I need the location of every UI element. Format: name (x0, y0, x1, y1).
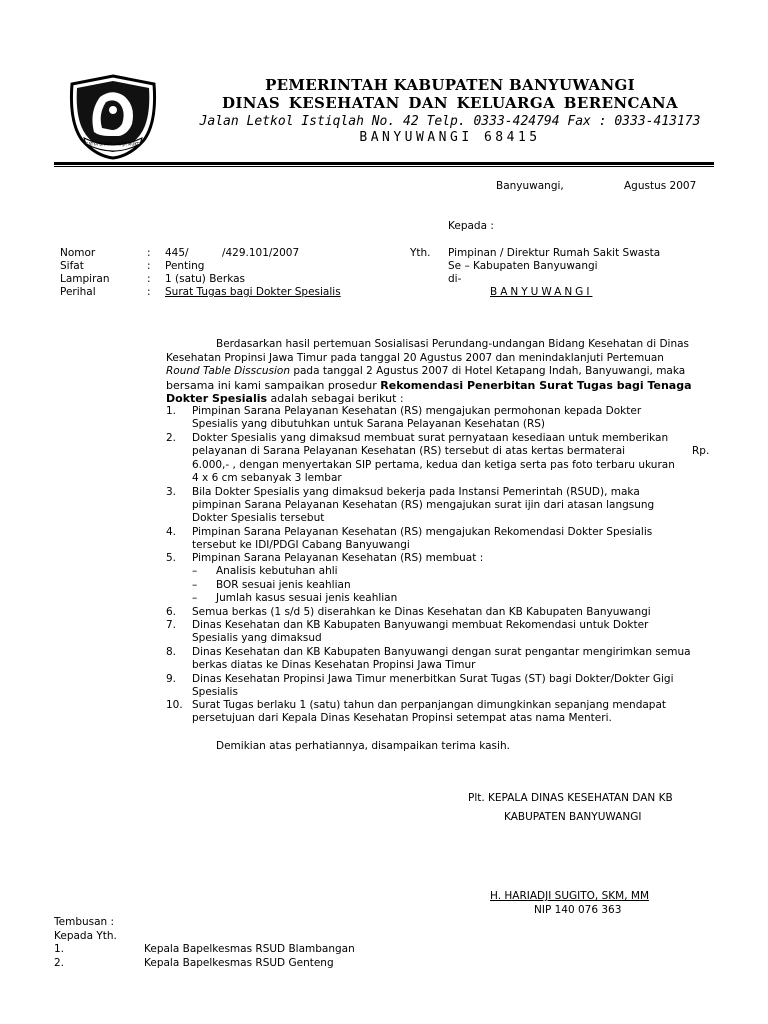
list-item-text: Rp. (692, 445, 710, 457)
list-item-text: Dokter Spesialis tersebut (192, 512, 325, 524)
intro-line-2: Kesehatan Propinsi Jawa Timur pada tanggal 20 Agustus 2007 dan menindaklanjuti Pertemuan (166, 352, 664, 364)
list-item-text: Bila Dokter Spesialis yang dimaksud bekerja pada Instansi Pemerintah (RSUD), maka (192, 486, 640, 498)
list-item-text: pelayanan di Sarana Pelayanan Kesehatan (RS) tersebut di atas kertas bermaterai (192, 445, 626, 457)
list-item-text: Dinas Kesehatan dan KB Kabupaten Banyuwangi membuat Rekomendasi untuk Dokter (192, 619, 649, 631)
letterhead-government: PEMERINTAH KABUPATEN BANYUWANGI (265, 76, 635, 94)
list-item-text: Pimpinan Sarana Pelayanan Kesehatan (RS) mengajukan Rekomendasi Dokter Spesialis (192, 526, 653, 538)
list-item-number: 9. (166, 673, 177, 685)
list-item-number: 7. (166, 619, 177, 631)
recipient-yth: Yth. (410, 247, 431, 259)
meta-label-nomor: Nomor (60, 247, 96, 259)
meta-value-perihal: Surat Tugas bagi Dokter Spesialis (165, 286, 341, 298)
signature-title-1: Plt. KEPALA DINAS KESEHATAN DAN KB (468, 792, 673, 804)
meta-value-sifat: Penting (165, 260, 205, 272)
list-item-number: 1. (166, 405, 177, 417)
place: Banyuwangi, (496, 180, 564, 192)
header-rule-thin (54, 166, 714, 167)
list-item-text: Dokter Spesialis yang dimaksud membuat surat pernyataan kesediaan untuk memberikan (192, 432, 669, 444)
meta-label-sifat: Sifat (60, 260, 84, 272)
list-item-number: 6. (166, 606, 177, 618)
list-item-number: 2. (166, 432, 177, 444)
intro-line-5 (166, 392, 404, 406)
meta-value-nomor: 445/ /429.101/2007 (165, 247, 300, 259)
list-item-number: 8. (166, 646, 177, 658)
list-item-text: Dinas Kesehatan dan KB Kabupaten Banyuwangi dengan surat pengantar mengirimkan semua (192, 646, 691, 658)
date: Agustus 2007 (624, 180, 697, 192)
meta-sep: : (147, 247, 151, 259)
letterhead-department: DINAS KESEHATAN DAN KELUARGA BERENCANA (221, 94, 679, 112)
list-item-text: 6.000,- , dengan menyertakan SIP pertama, kedua dan ketiga serta pas foto terbaru ukuran (192, 459, 675, 471)
intro-italic: Round Table Disscusion (166, 365, 290, 377)
intro-line-3 (166, 365, 685, 379)
header-rule-thick (54, 162, 714, 165)
list-item-text: 4 x 6 cm sebanyak 3 lembar (192, 472, 342, 484)
regency-coat-of-arms-icon (64, 72, 162, 160)
sub-item-dash: – (192, 592, 198, 604)
intro-line-4-bold: Rekomendasi Penerbitan Surat Tugas bagi Tenaga (380, 379, 692, 392)
intro-line-3-rest: pada tanggal 2 Agustus 2007 di Hotel Ketapang Indah, Banyuwangi, maka (290, 365, 686, 377)
intro-line-4 (166, 379, 692, 393)
meta-sep: : (147, 260, 151, 272)
recipient-line-2: Se – Kabupaten Banyuwangi (448, 260, 598, 272)
signature-nip: NIP 140 076 363 (534, 904, 622, 916)
signature-name: H. HARIADJI SUGITO, SKM, MM (490, 890, 649, 902)
sub-item-text: Analisis kebutuhan ahli (216, 565, 338, 577)
meta-value-lampiran: 1 (satu) Berkas (165, 273, 246, 285)
closing-text: Demikian atas perhatiannya, disampaikan terima kasih. (216, 740, 510, 752)
list-item-text: Surat Tugas berlaku 1 (satu) tahun dan perpanjangan dimungkinkan sepanjang mendapat (192, 699, 667, 711)
intro-line-1: Berdasarkan hasil pertemuan Sosialisasi Perundang-undangan Bidang Kesehatan di Dinas (216, 338, 690, 350)
list-item-text: persetujuan dari Kepala Dinas Kesehatan Propinsi setempat atas nama Menteri. (192, 712, 612, 724)
list-item-number: 10. (166, 699, 183, 711)
sub-item-dash: – (192, 579, 198, 591)
tembusan-number: 2. (54, 957, 65, 969)
list-item-text: pimpinan Sarana Pelayanan Kesehatan (RS) mengajukan surat ijin dari atasan langsung (192, 499, 655, 511)
list-item-text: Spesialis (192, 686, 238, 698)
sub-item-dash: – (192, 565, 198, 577)
list-item-text: Pimpinan Sarana Pelayanan Kesehatan (RS) membuat : (192, 552, 484, 564)
tembusan-kepada: Kepada Yth. (54, 930, 117, 942)
list-item-number: 3. (166, 486, 177, 498)
list-item-text: Spesialis yang dibutuhkan untuk Sarana Pelayanan Kesehatan (RS) (192, 418, 546, 430)
intro-line-5-rest: adalah sebagai berikut : (267, 392, 404, 405)
letterhead-city: BANYUWANGI 68415 (359, 130, 541, 145)
logo-motto: SATYA BHAKTI PRAJA MUKTI (85, 141, 141, 147)
list-item-text: Pimpinan Sarana Pelayanan Kesehatan (RS) mengajukan permohonan kepada Dokter (192, 405, 642, 417)
recipient-line-3: di- (448, 273, 462, 285)
list-item-number: 5. (166, 552, 177, 564)
sub-item-text: BOR sesuai jenis keahlian (216, 579, 351, 591)
meta-sep: : (147, 286, 151, 298)
letterhead-address: Jalan Letkol Istiqlah No. 42 Telp. 0333-424794 Fax : 0333-413173 (199, 114, 701, 129)
meta-sep: : (147, 273, 151, 285)
tembusan-item: Kepala Bapelkesmas RSUD Genteng (144, 957, 334, 969)
list-item-text: tersebut ke IDI/PDGI Cabang Banyuwangi (192, 539, 410, 551)
sub-item-text: Jumlah kasus sesuai jenis keahlian (216, 592, 398, 604)
recipient-kepada: Kepada : (448, 220, 494, 232)
tembusan-label: Tembusan : (54, 916, 115, 928)
signature-title-2: KABUPATEN BANYUWANGI (504, 811, 642, 823)
meta-label-lampiran: Lampiran (60, 273, 110, 285)
intro-line-5-bold: Dokter Spesialis (166, 392, 268, 405)
recipient-line-1: Pimpinan / Direktur Rumah Sakit Swasta (448, 247, 661, 259)
intro-line-4-plain: bersama ini kami sampaikan prosedur (166, 379, 381, 392)
tembusan-number: 1. (54, 943, 65, 955)
list-item-text: Semua berkas (1 s/d 5) diserahkan ke Dinas Kesehatan dan KB Kabupaten Banyuwangi (192, 606, 651, 618)
meta-label-perihal: Perihal (60, 286, 96, 298)
tembusan-item: Kepala Bapelkesmas RSUD Blambangan (144, 943, 355, 955)
list-item-text: Dinas Kesehatan Propinsi Jawa Timur menerbitkan Surat Tugas (ST) bagi Dokter/Dokter Gigi (192, 673, 674, 685)
list-item-text: Spesialis yang dimaksud (192, 632, 322, 644)
list-item-number: 4. (166, 526, 177, 538)
recipient-city: BANYUWANGI (490, 286, 593, 298)
list-item-text: berkas diatas ke Dinas Kesehatan Propinsi Jawa Timur (192, 659, 476, 671)
